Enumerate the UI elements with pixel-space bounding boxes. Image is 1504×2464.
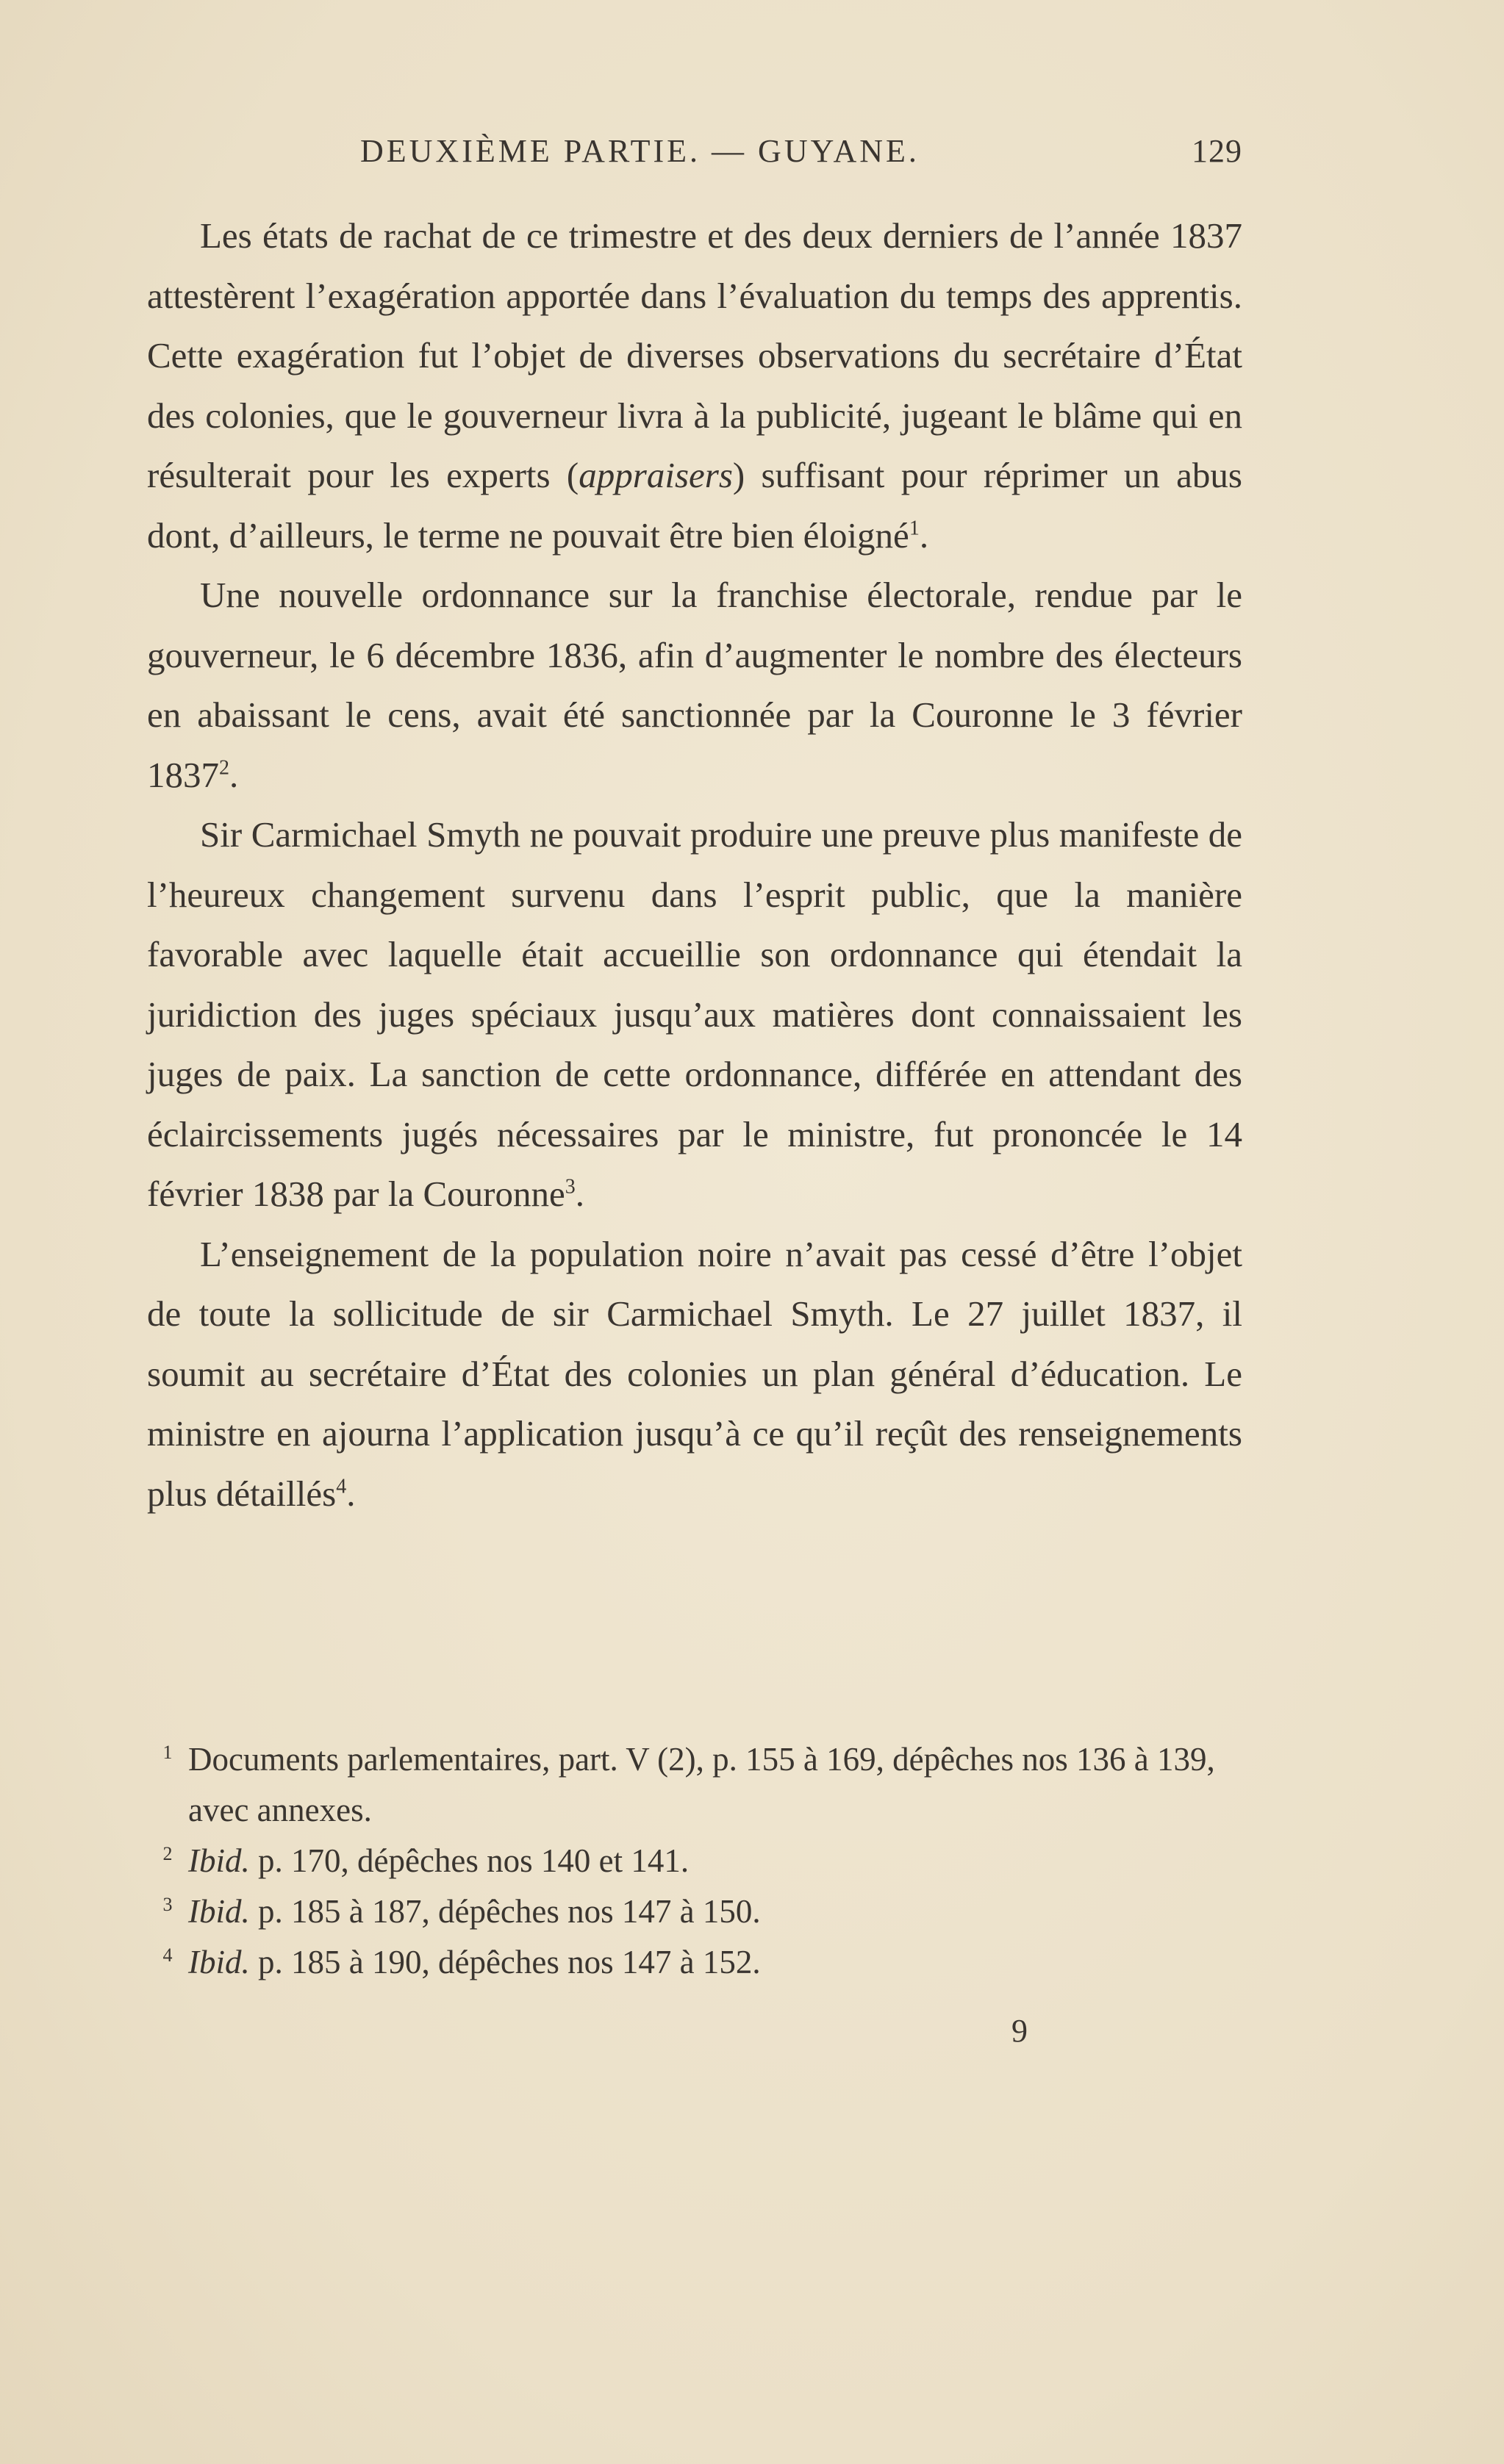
paragraph-end: . <box>346 1473 356 1514</box>
footnote-ref[interactable]: 4 <box>336 1475 347 1498</box>
footnote-text: p. 185 à 187, dépêches nos 147 à 150. <box>249 1893 761 1930</box>
paragraph <box>147 206 1242 565</box>
footnote: 3 Ibid. p. 185 à 187, dépêches nos 147 à 150. <box>162 1893 761 1930</box>
paragraph-text: Une nouvelle ordonnance sur la franchise électorale, rendue par le gouverneur, le 6 décembre 1836, afin d’augmenter le nombre des électeurs en abaissant le cens, avait été sanctionnée par la Couronne le 3 février 1837 <box>147 575 1242 795</box>
main-text <box>147 206 1242 1523</box>
page-number: 129 <box>1192 133 1242 169</box>
footnote: 1 Documents parlementaires, part. V (2), p. 155 à 169, dépêches nos 136 à 139, avec annexes. <box>162 1741 1215 1828</box>
paragraph <box>147 805 1242 1224</box>
paragraph <box>147 565 1242 805</box>
footnote-ref[interactable]: 1 <box>909 517 920 540</box>
paragraph <box>147 1224 1242 1524</box>
paragraph-text: Les états de rachat de ce trimestre et des deux derniers de l’année 1837 attestèrent l’exagération apportée dans l’évaluation du temps des apprentis. Cette exagération fut l’objet de diverses observations du secrétaire d’État des colonies, que le gouverneur livra à la publicité, jugeant le blâme qui en résulterait pour les experts ( <box>147 215 1242 495</box>
running-title: DEUXIÈME PARTIE. — GUYANE. <box>360 133 920 169</box>
footnote: 4 Ibid. p. 185 à 190, dépêches nos 147 à 152. <box>162 1944 761 1980</box>
footnote-ref[interactable]: 2 <box>219 756 229 780</box>
italic-term: appraisers <box>579 455 733 495</box>
paragraph-end: . <box>919 514 929 556</box>
footnote-italic: Ibid. <box>188 1842 250 1879</box>
footnote-text: Documents parlementaires, part. V (2), p. 155 à 169, dépêches nos 136 à 139, avec annexes. <box>188 1741 1215 1828</box>
footnote-ref[interactable]: 3 <box>565 1175 576 1199</box>
paragraph-text: Sir Carmichael Smyth ne pouvait produire une preuve plus manifeste de l’heureux changement survenu dans l’esprit public, que la manière favorable avec laquelle était accueillie son ordonnance qui étendait la juridiction des juges spéciaux jusqu’aux matières dont connaissaient les juges de paix. La sanction de cette ordonnance, différée en attendant des éclaircissements jugés nécessaires par le ministre, fut prononcée le 14 février 1838 par la Couronne <box>147 814 1242 1214</box>
paragraph-text-continued: ) suffisant pour réprimer un abus dont, d’ailleurs, le terme ne pouvait être bien éloigné <box>147 455 1243 556</box>
signature-mark: 9 <box>1011 2013 1028 2049</box>
footnote-italic: Ibid. <box>188 1944 250 1980</box>
footnote-italic: Ibid. <box>188 1893 250 1930</box>
paragraph-text: L’enseignement de la population noire n’avait pas cessé d’être l’objet de toute la sollicitude de sir Carmichael Smyth. Le 27 juillet 1837, il soumit au secrétaire d’État des colonies un plan général d’éducation. Le ministre en ajourna l’application jusqu’à ce qu’il reçût des renseignements plus détaillés <box>147 1233 1242 1514</box>
footnote: 2 Ibid. p. 170, dépêches nos 140 et 141. <box>162 1842 690 1879</box>
paragraph-end: . <box>575 1174 584 1214</box>
footnote-text: p. 170, dépêches nos 140 et 141. <box>249 1842 690 1879</box>
paragraph-end: . <box>229 754 239 795</box>
footnotes <box>147 1734 1242 1988</box>
footnote-text: p. 185 à 190, dépêches nos 147 à 152. <box>249 1944 761 1980</box>
